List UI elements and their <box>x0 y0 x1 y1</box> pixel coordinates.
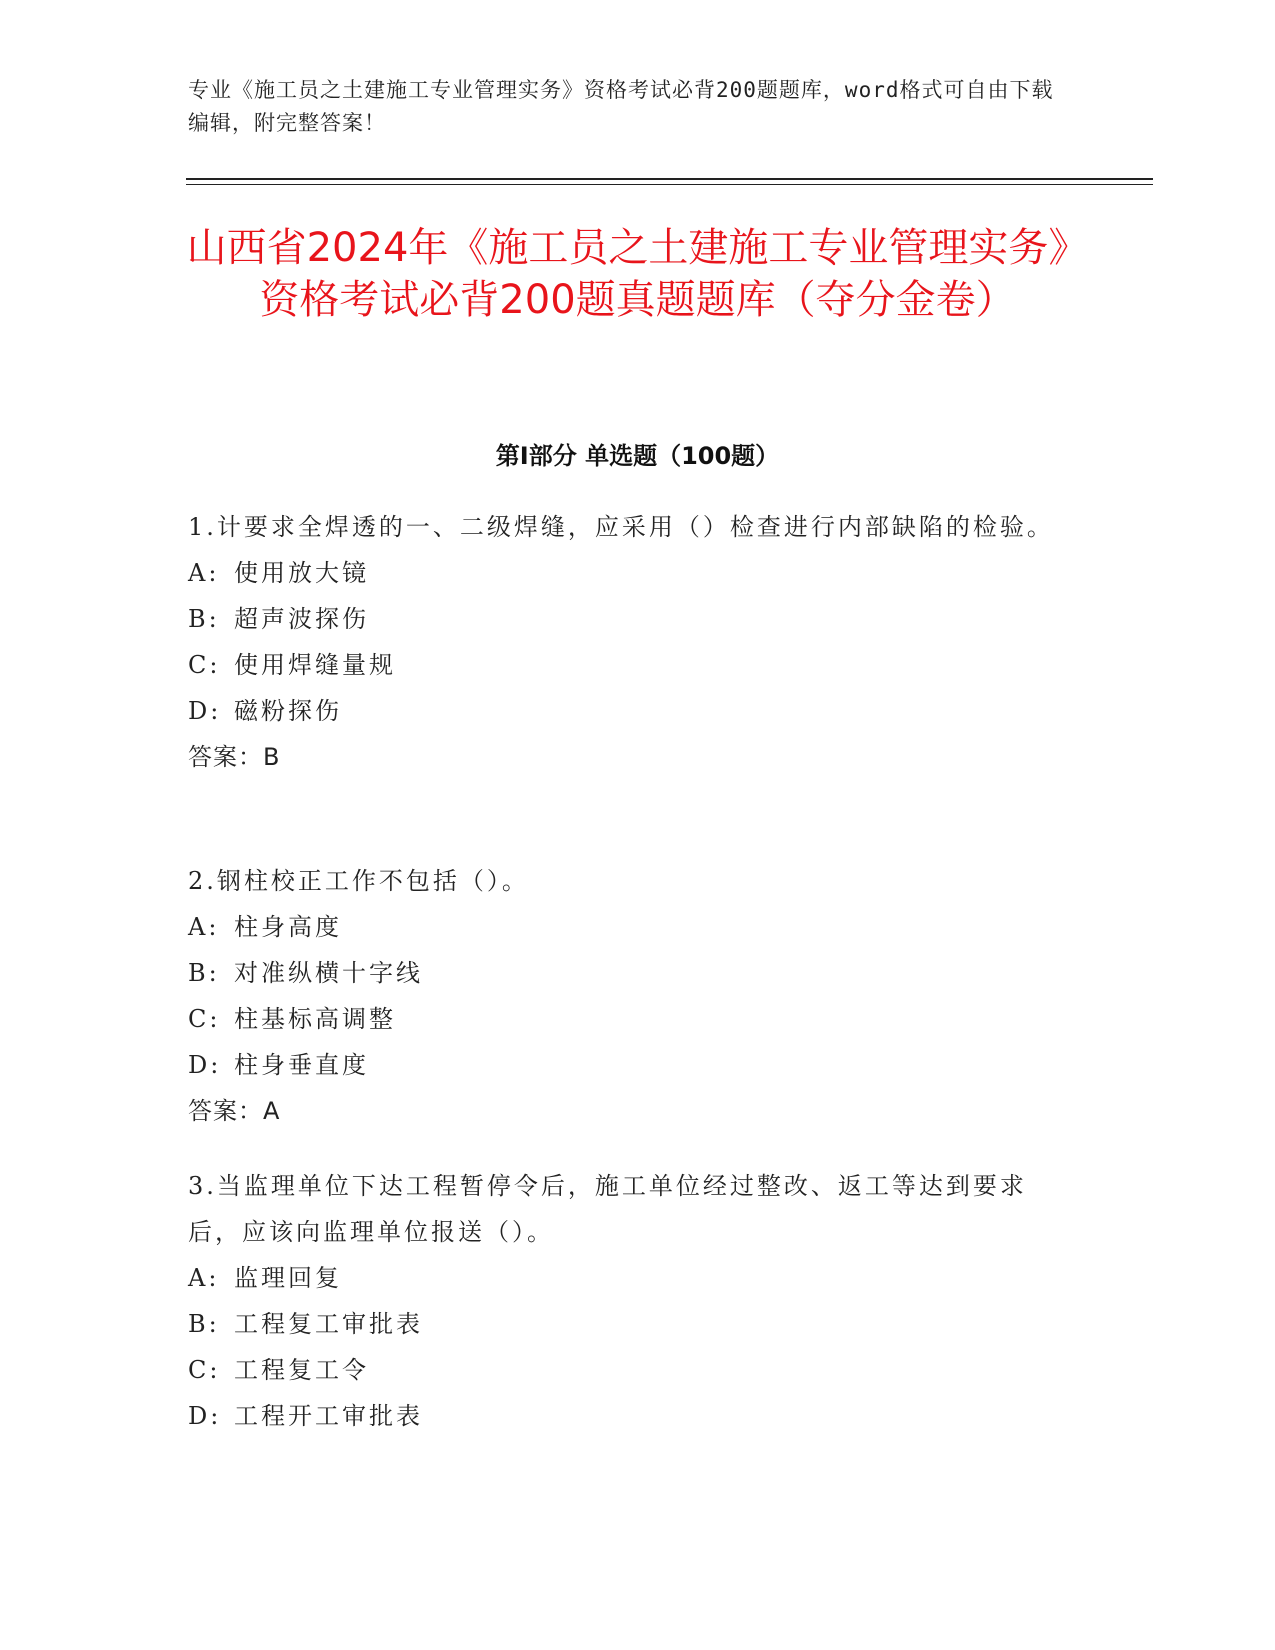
option-text: 工程复工令 <box>234 1356 369 1384</box>
option-key: D: <box>188 1051 222 1079</box>
header-rule-thin <box>186 184 1153 185</box>
option-b <box>188 950 1068 996</box>
option-key: B: <box>188 1310 220 1338</box>
option-key: A: <box>188 913 220 941</box>
option-text: 工程复工审批表 <box>234 1310 423 1338</box>
option-a <box>188 1255 1068 1301</box>
option-key: A: <box>188 1264 220 1292</box>
option-d <box>188 688 1068 734</box>
question-stem: 3.当监理单位下达工程暂停令后，施工单位经过整改、返工等达到要求后，应该向监理单位报送（）。 <box>188 1172 1027 1246</box>
option-text: 使用放大镜 <box>234 559 369 587</box>
option-a <box>188 904 1068 950</box>
option-key: C: <box>188 651 221 679</box>
option-b <box>188 596 1068 642</box>
option-text: 柱身高度 <box>234 913 342 941</box>
option-key: D: <box>188 697 222 725</box>
question-3 <box>188 1163 1068 1439</box>
question-stem: 1.计要求全焊透的一、二级焊缝，应采用（）检查进行内部缺陷的检验。 <box>188 513 1054 541</box>
option-key: A: <box>188 559 220 587</box>
document-title: 山西省2024年《施工员之土建施工专业管理实务》资格考试必背200题真题题库（夺分金卷） <box>186 225 1089 323</box>
option-text: 对准纵横十字线 <box>234 959 423 987</box>
header-note: 专业《施工员之土建施工专业管理实务》资格考试必背200题题库，word格式可自由下载编辑，附完整答案！ <box>188 78 1054 135</box>
option-c <box>188 642 1068 688</box>
answer: 答案：A <box>188 1097 281 1125</box>
option-c <box>188 996 1068 1042</box>
option-text: 工程开工审批表 <box>234 1402 423 1430</box>
option-text: 使用焊缝量规 <box>234 651 396 679</box>
question-1 <box>188 504 1068 780</box>
option-key: B: <box>188 959 220 987</box>
option-text: 柱基标高调整 <box>234 1005 396 1033</box>
option-key: B: <box>188 605 220 633</box>
answer: 答案：B <box>188 743 281 771</box>
option-text: 柱身垂直度 <box>234 1051 369 1079</box>
option-text: 监理回复 <box>234 1264 342 1292</box>
question-stem: 2.钢柱校正工作不包括（）。 <box>188 867 529 895</box>
section-heading: 第Ⅰ部分 单选题（100题） <box>495 442 780 470</box>
option-text: 磁粉探伤 <box>234 697 342 725</box>
option-key: D: <box>188 1402 222 1430</box>
option-key: C: <box>188 1005 221 1033</box>
option-b <box>188 1301 1068 1347</box>
option-key: C: <box>188 1356 221 1384</box>
option-d <box>188 1042 1068 1088</box>
option-d <box>188 1393 1068 1439</box>
option-c <box>188 1347 1068 1393</box>
option-text: 超声波探伤 <box>234 605 369 633</box>
option-a <box>188 550 1068 596</box>
header-rule-thick <box>186 178 1153 180</box>
question-2 <box>188 858 1068 1134</box>
